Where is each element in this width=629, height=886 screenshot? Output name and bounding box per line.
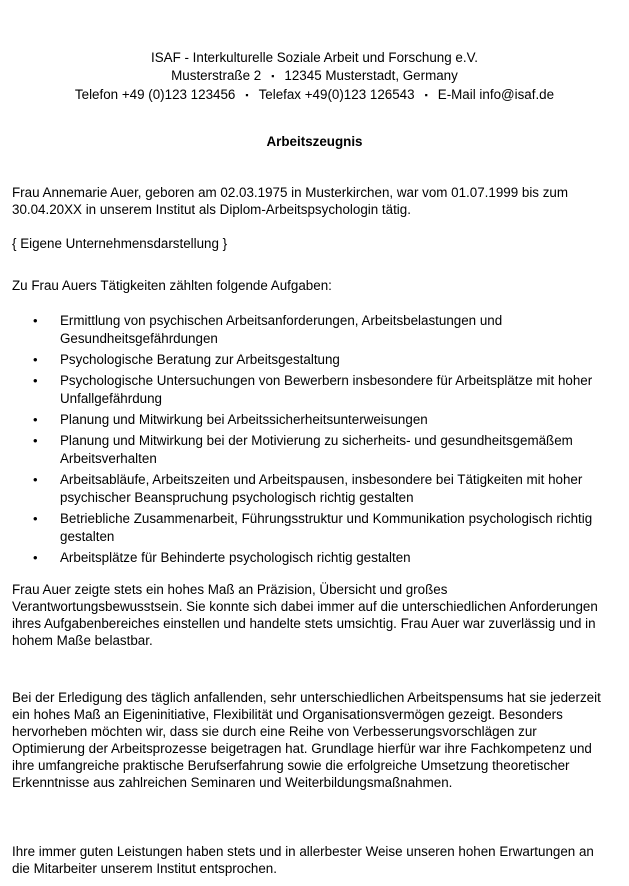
bullet-icon: • (33, 433, 38, 448)
email: E-Mail info@isaf.de (437, 87, 555, 102)
paragraph-text: Frau Auer zeigte stets ein hohes Maß an Präzision, Übersicht und großes Verantwortungsbewusstsein. Sie konnte sich dabei immer auf die unterschiedlichen Anforderungen ihres Aufgabenbereiches einstellen und handelte stets umsichtig. Frau Auer war zuverlässig und in hohem Maße belastbar. (12, 582, 598, 648)
tasks-intro (12, 277, 610, 294)
paragraph-text: Bei der Erledigung des täglich anfallenden, sehr unterschiedlichen Arbeitspensums hat sie jederzeit ein hohes Maß an Eigeninitiative, Flexibilität und Organisationsvermögen gezeigt. Besonders hervorheben möchten wir, dass sie durch eine Reihe von Verbesserungsvorschlägen zur Optimierung der Arbeitsprozesse beigetragen hat. Grundlage hierfür war ihre Fachkompetenz und ihre umfangreiche praktische Berufserfahrung sowie die erfolgreiche Umsetzung theoretischer Erkenntnisse aus zahlreichen Seminaren und Weiterbildungsmaßnahmen. (12, 690, 601, 790)
phone: Telefon +49 (0)123 123456 (74, 87, 236, 102)
bullet-icon: • (33, 373, 38, 388)
list-item (0, 351, 629, 369)
bullet-icon: • (33, 352, 38, 367)
task-text: Arbeitsplätze für Behinderte psychologisch richtig gestalten (60, 550, 411, 565)
task-text: Betriebliche Zusammenarbeit, Führungsstruktur und Kommunikation psychologisch richtig gestalten (60, 511, 593, 544)
bullet-icon: • (33, 313, 38, 328)
address-line (0, 67, 629, 86)
list-item (0, 471, 629, 507)
list-item (0, 510, 629, 546)
task-text: Psychologische Beratung zur Arbeitsgestaltung (60, 352, 340, 367)
list-item (0, 312, 629, 348)
intro-text: Frau Annemarie Auer, geboren am 02.03.1975 in Musterkirchen, war vom 01.07.1999 bis zum 30.04.20XX in unserem Institut als Diplom-Arbeitspsychologin tätig. (12, 185, 569, 217)
separator-icon: ▪ (245, 90, 249, 100)
letterhead (0, 49, 629, 105)
contact-line (0, 86, 629, 105)
bullet-icon: • (33, 472, 38, 487)
separator-icon: ▪ (424, 90, 428, 100)
placeholder-text: { Eigene Unternehmensdarstellung } (12, 236, 228, 251)
list-item (0, 549, 629, 567)
intro-paragraph (12, 184, 610, 218)
tasks-intro-text: Zu Frau Auers Tätigkeiten zählten folgende Aufgaben: (12, 278, 332, 293)
list-item (0, 411, 629, 429)
list-item (0, 432, 629, 468)
paragraph-text: Ihre immer guten Leistungen haben stets und in allerbester Weise unseren hohen Erwartungen an die Mitarbeiter unserem Institut entsprochen. (12, 844, 594, 876)
task-text: Ermittlung von psychischen Arbeitsanforderungen, Arbeitsbelastungen und Gesundheitsgefährdungen (60, 313, 503, 346)
performance-paragraph (12, 581, 610, 649)
bullet-icon: • (33, 412, 38, 427)
separator-icon: ▪ (271, 71, 275, 81)
initiative-paragraph (12, 689, 610, 791)
bullet-icon: • (33, 550, 38, 565)
task-list (0, 312, 629, 570)
task-text: Arbeitsabläufe, Arbeitszeiten und Arbeitspausen, insbesondere bei Tätigkeiten mit hoher psychischer Beanspruchung psychologisch richtig gestalten (60, 472, 583, 505)
fax: Telefax +49(0)123 126543 (258, 87, 415, 102)
document-title: Arbeitszeugnis (266, 134, 363, 149)
task-text: Planung und Mitwirkung bei Arbeitssicherheitsunterweisungen (60, 412, 428, 427)
city: 12345 Musterstadt, Germany (284, 68, 458, 83)
list-item (0, 372, 629, 408)
company-description-placeholder (12, 235, 610, 252)
task-text: Planung und Mitwirkung bei der Motivierung zu sicherheits- und gesundheitsgemäßem Arbeitsverhalten (60, 433, 573, 466)
summary-paragraph (12, 843, 610, 877)
task-text: Psychologische Untersuchungen von Bewerbern insbesondere für Arbeitsplätze mit hoher Unfallgefährdung (60, 373, 593, 406)
street: Musterstraße 2 (171, 68, 262, 83)
bullet-icon: • (33, 511, 38, 526)
org-name: ISAF - Interkulturelle Soziale Arbeit und Forschung e.V. (150, 50, 478, 65)
